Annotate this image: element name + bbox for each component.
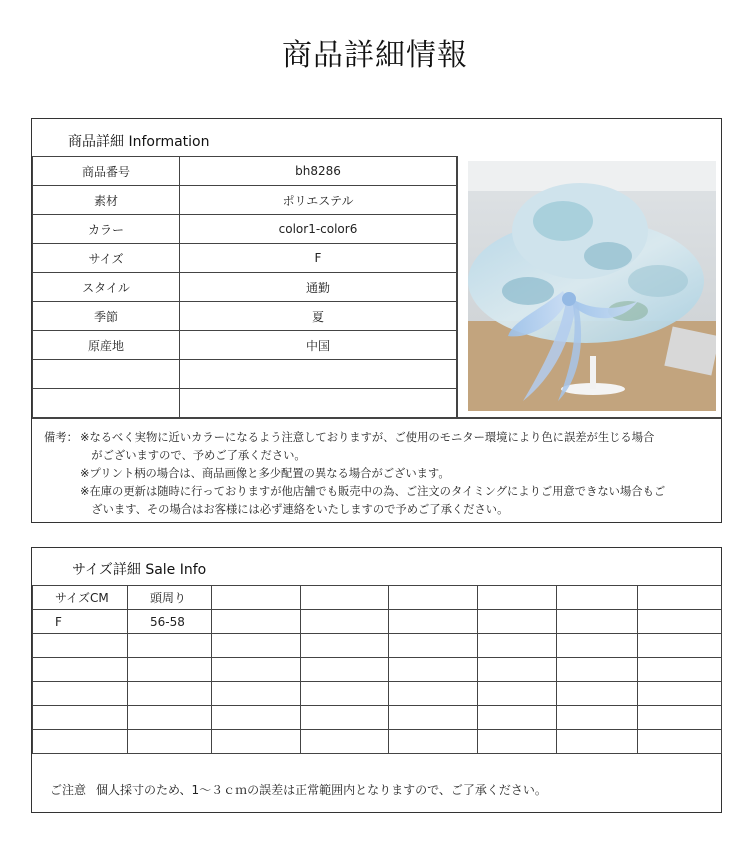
size-cell bbox=[301, 658, 389, 682]
info-row bbox=[33, 389, 457, 418]
sun-hat-image bbox=[468, 161, 716, 411]
info-label: 季節 bbox=[33, 302, 180, 331]
size-cell bbox=[212, 682, 301, 706]
size-info-panel bbox=[31, 547, 722, 813]
size-cell bbox=[389, 610, 478, 634]
product-info-panel bbox=[31, 118, 722, 523]
size-cell bbox=[212, 634, 301, 658]
size-cell bbox=[301, 634, 389, 658]
info-value: ポリエステル bbox=[180, 186, 457, 215]
size-table bbox=[32, 585, 722, 754]
info-label: 原産地 bbox=[33, 331, 180, 360]
size-cell bbox=[33, 658, 128, 682]
size-row bbox=[33, 634, 722, 658]
info-value bbox=[180, 360, 457, 389]
info-row bbox=[33, 157, 457, 186]
size-cell bbox=[301, 730, 389, 754]
info-label: スタイル bbox=[33, 273, 180, 302]
page-title: 商品詳細情報 bbox=[282, 38, 468, 73]
size-cell bbox=[638, 634, 722, 658]
size-cell bbox=[557, 610, 638, 634]
size-row bbox=[33, 730, 722, 754]
size-cell bbox=[389, 706, 478, 730]
info-row bbox=[33, 331, 457, 360]
size-header-cell bbox=[389, 586, 478, 610]
size-cell bbox=[557, 682, 638, 706]
size-cell bbox=[33, 706, 128, 730]
notes-section bbox=[32, 418, 721, 519]
note-line: ※なるべく実物に近いカラーになるよう注意しておりますが、ご使用のモニター環境により色に誤差が生じる場合 bbox=[80, 431, 655, 444]
info-value: 夏 bbox=[180, 302, 457, 331]
size-header-cell bbox=[638, 586, 722, 610]
size-cell bbox=[128, 634, 212, 658]
size-cell bbox=[478, 658, 557, 682]
size-row bbox=[33, 682, 722, 706]
size-row bbox=[33, 658, 722, 682]
size-cell bbox=[638, 682, 722, 706]
size-cell bbox=[478, 610, 557, 634]
size-header-cell bbox=[557, 586, 638, 610]
info-value: F bbox=[180, 244, 457, 273]
size-cell bbox=[389, 634, 478, 658]
product-info-table bbox=[32, 156, 457, 418]
info-row bbox=[33, 360, 457, 389]
caution-text: 個人採寸のため、1～３ｃｍの誤差は正常範囲内となりますので、ご了承ください。 bbox=[96, 783, 547, 797]
info-row bbox=[33, 244, 457, 273]
size-row bbox=[33, 610, 722, 634]
size-cell bbox=[638, 610, 722, 634]
size-cell bbox=[301, 682, 389, 706]
size-header-cell: サイズCM bbox=[33, 586, 128, 610]
size-cell bbox=[389, 658, 478, 682]
note-line: がございますので、予めご了承ください。 bbox=[80, 449, 306, 462]
size-cell bbox=[33, 682, 128, 706]
size-row bbox=[33, 706, 722, 730]
size-cell bbox=[638, 658, 722, 682]
size-cell bbox=[478, 682, 557, 706]
size-cell bbox=[557, 730, 638, 754]
info-row bbox=[33, 186, 457, 215]
size-header-cell bbox=[212, 586, 301, 610]
note-line: ※プリント柄の場合は、商品画像と多少配置の異なる場合がございます。 bbox=[80, 467, 450, 480]
info-row bbox=[33, 273, 457, 302]
info-label bbox=[33, 389, 180, 418]
product-photo bbox=[457, 156, 721, 418]
size-cell: F bbox=[33, 610, 128, 634]
info-label: サイズ bbox=[33, 244, 180, 273]
info-value: 中国 bbox=[180, 331, 457, 360]
size-cell bbox=[128, 682, 212, 706]
info-label: カラー bbox=[33, 215, 180, 244]
size-cell bbox=[301, 706, 389, 730]
size-cell bbox=[478, 730, 557, 754]
size-cell bbox=[478, 634, 557, 658]
size-header-cell bbox=[301, 586, 389, 610]
size-cell bbox=[638, 706, 722, 730]
size-cell: 56-58 bbox=[128, 610, 212, 634]
size-cell bbox=[557, 634, 638, 658]
info-label: 商品番号 bbox=[33, 157, 180, 186]
size-cell bbox=[128, 706, 212, 730]
size-cell bbox=[212, 706, 301, 730]
size-header-cell bbox=[478, 586, 557, 610]
info-value: 通勤 bbox=[180, 273, 457, 302]
info-label: 素材 bbox=[33, 186, 180, 215]
info-value: bh8286 bbox=[180, 157, 457, 186]
caution-note bbox=[50, 781, 547, 798]
notes-prefix: 備考： bbox=[44, 431, 78, 444]
info-label bbox=[33, 360, 180, 389]
size-cell bbox=[212, 658, 301, 682]
size-cell bbox=[557, 658, 638, 682]
size-header-cell: 頭周り bbox=[128, 586, 212, 610]
size-cell bbox=[301, 610, 389, 634]
size-cell bbox=[638, 730, 722, 754]
size-cell bbox=[128, 658, 212, 682]
info-row bbox=[33, 302, 457, 331]
product-info-heading: 商品詳細 Information bbox=[68, 134, 210, 150]
size-cell bbox=[212, 610, 301, 634]
info-value bbox=[180, 389, 457, 418]
note-line: ざいます、その場合はお客様には必ず連絡をいたしますので予めご了承ください。 bbox=[80, 503, 509, 516]
size-cell bbox=[389, 682, 478, 706]
size-cell bbox=[33, 634, 128, 658]
info-row bbox=[33, 215, 457, 244]
size-cell bbox=[128, 730, 212, 754]
caution-label: ご注意 bbox=[50, 783, 87, 797]
note-line: ※在庫の更新は随時に行っておりますが他店舗でも販売中の為、ご注文のタイミングによりご用意できない場合もご bbox=[80, 485, 666, 498]
size-cell bbox=[478, 706, 557, 730]
size-cell bbox=[212, 730, 301, 754]
size-header-row bbox=[33, 586, 722, 610]
size-cell bbox=[33, 730, 128, 754]
info-value: color1-color6 bbox=[180, 215, 457, 244]
size-info-heading: サイズ詳細 Sale Info bbox=[72, 562, 207, 578]
size-cell bbox=[557, 706, 638, 730]
size-cell bbox=[389, 730, 478, 754]
